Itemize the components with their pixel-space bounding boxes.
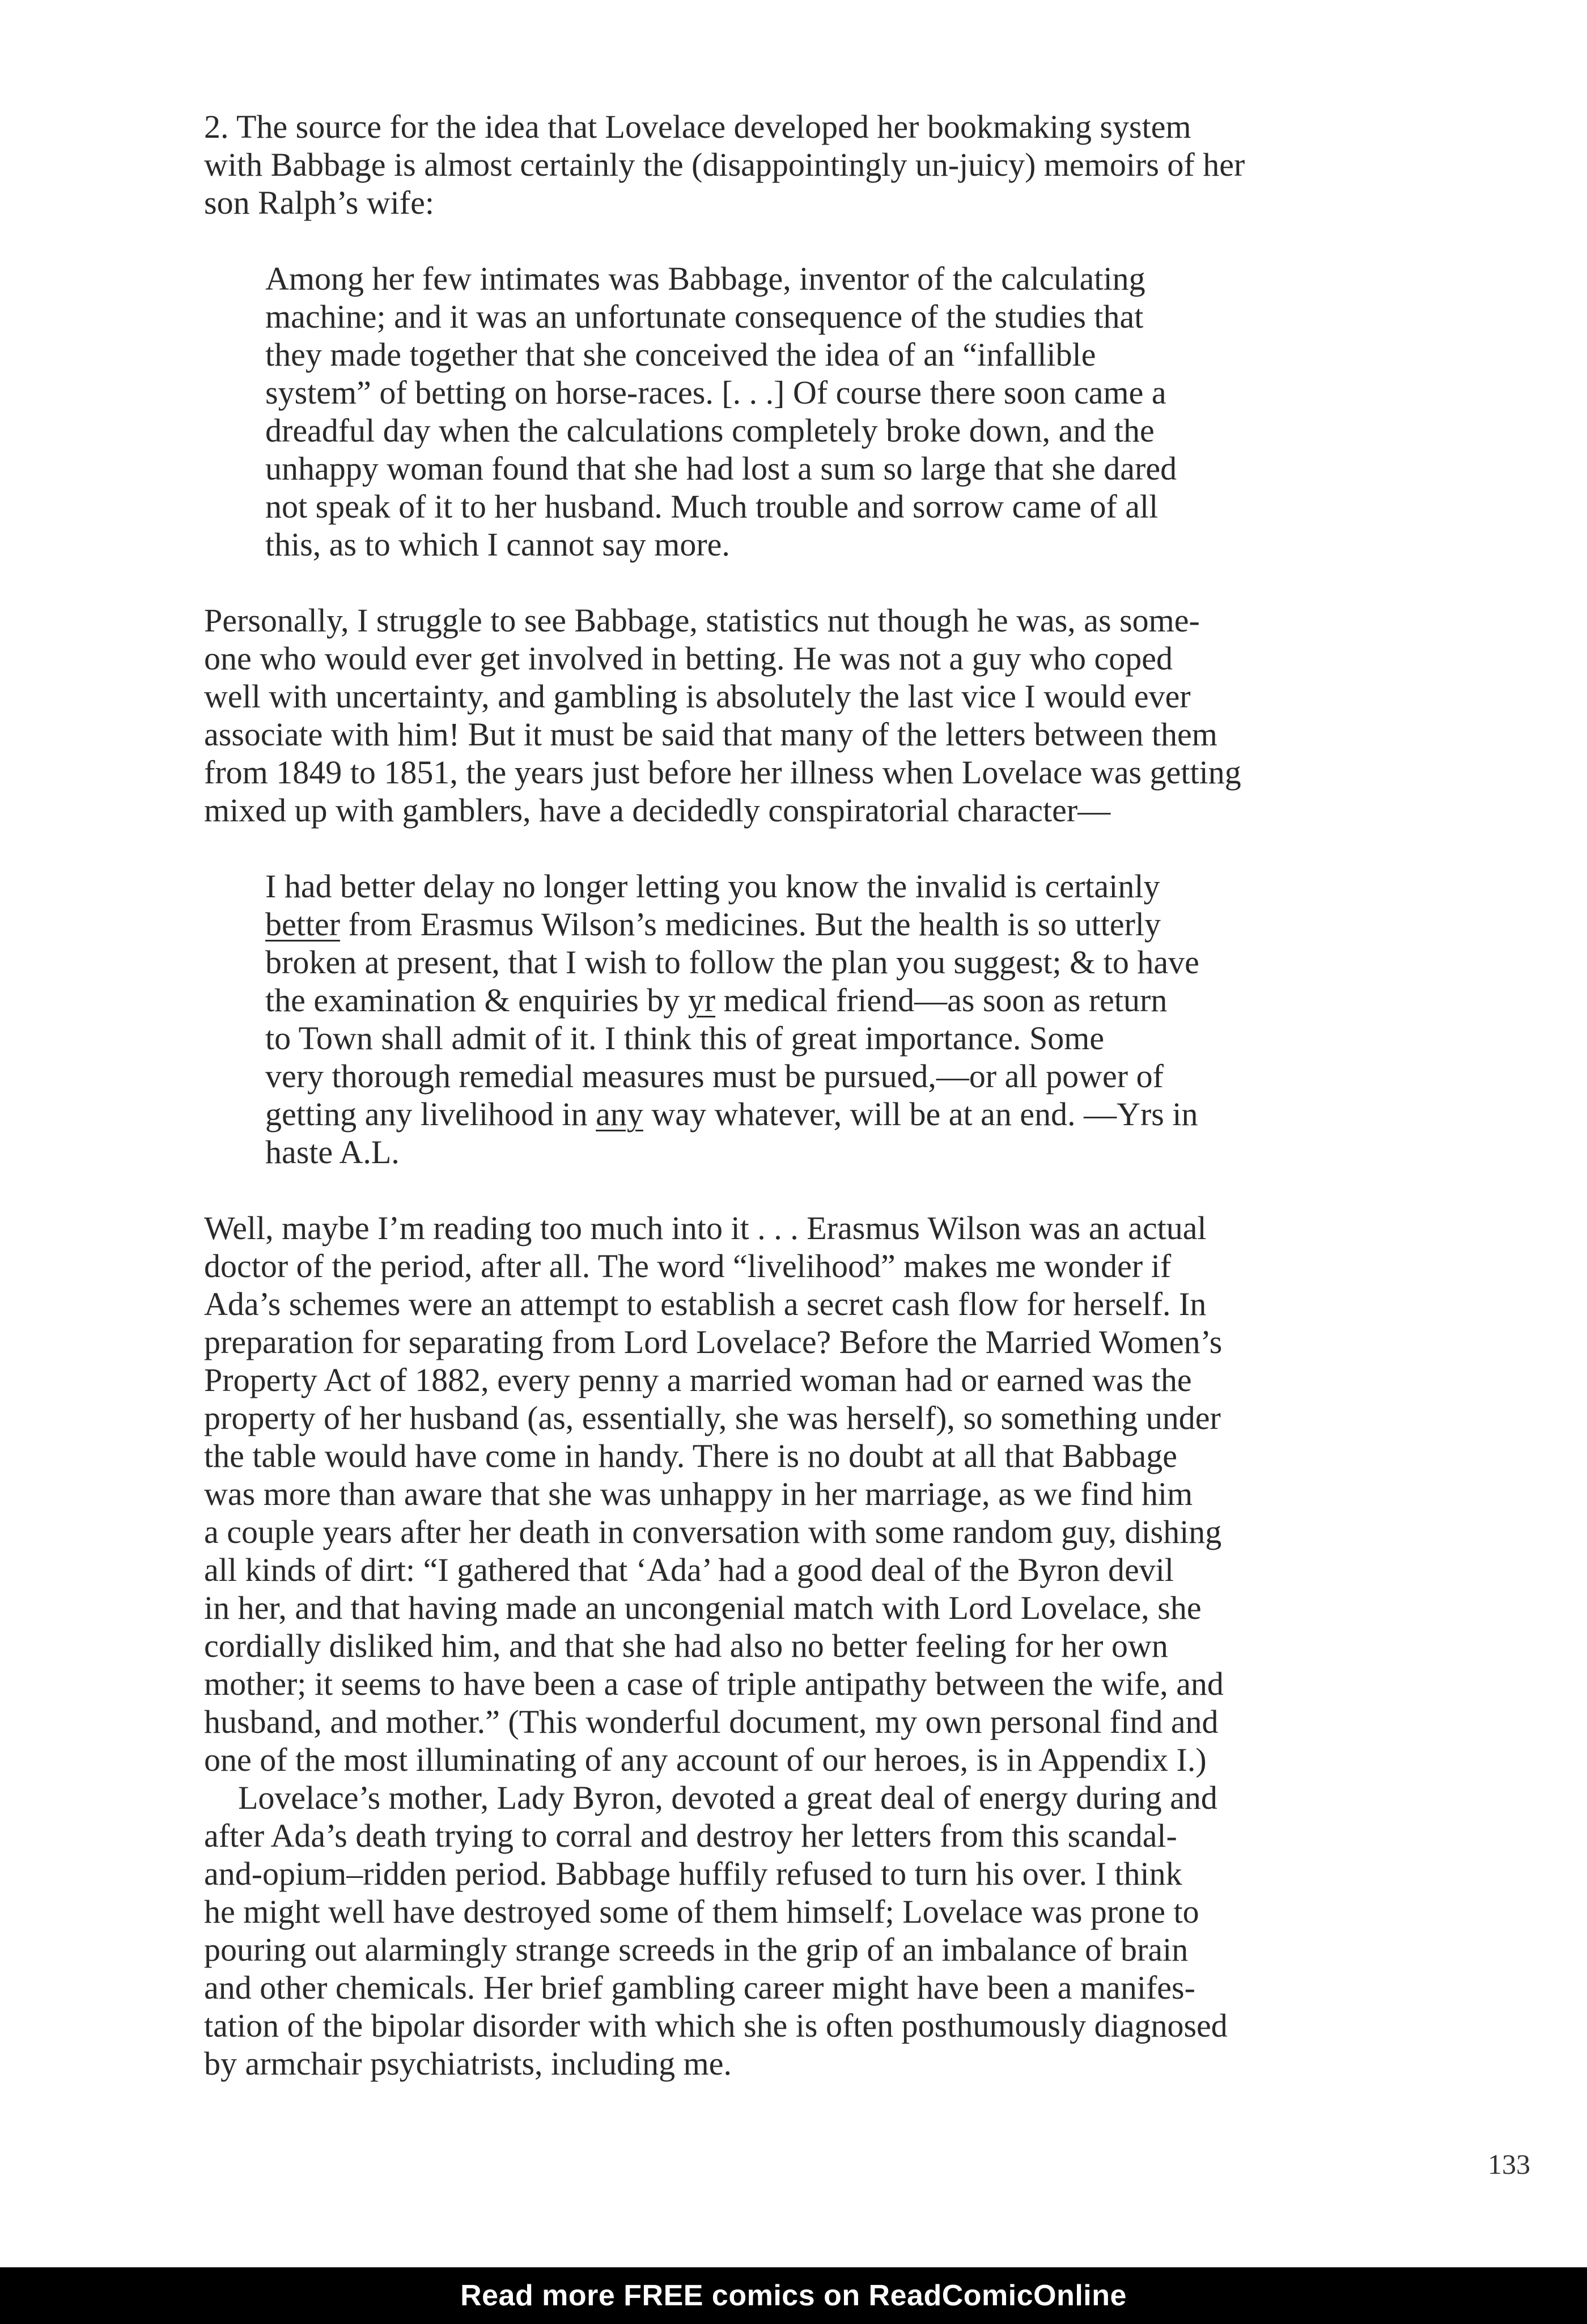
text-line: husband, and mother.” (This wonderful document, my own personal find and	[204, 1703, 1219, 1740]
text-line: he might well have destroyed some of them himself; Lovelace was prone to	[204, 1893, 1199, 1930]
text-line: very thorough remedial measures must be pursued,—or all power of	[265, 1058, 1164, 1095]
text-line: unhappy woman found that she had lost a sum so large that she dared	[265, 450, 1177, 487]
text-line: with Babbage is almost certainly the (disappointingly un-juicy) memoirs of her	[204, 146, 1245, 183]
text-line: by armchair psychiatrists, including me.	[204, 2045, 732, 2082]
text-line	[265, 905, 1348, 943]
body-paragraph-lady-byron	[204, 1779, 1389, 2083]
text-line: haste A.L.	[265, 1134, 400, 1171]
text-line: a couple years after her death in conversation with some random guy, dishing	[204, 1513, 1222, 1550]
text-line: after Ada’s death trying to corral and destroy her letters from this scandal-	[204, 1817, 1177, 1854]
text-line: 2. The source for the idea that Lovelace developed her bookmaking system	[204, 108, 1191, 145]
text-line: Among her few intimates was Babbage, inventor of the calculating	[265, 260, 1145, 297]
text-line: I had better delay no longer letting you know the invalid is certainly	[265, 868, 1160, 905]
text-run: way whatever, will be at an end. —Yrs in	[643, 1096, 1198, 1133]
text-line: pouring out alarmingly strange screeds in the grip of an imbalance of brain	[204, 1931, 1189, 1968]
text-line: Well, maybe I’m reading too much into it . . . Erasmus Wilson was an actual	[204, 1210, 1207, 1246]
text-line: one who would ever get involved in betting. He was not a guy who coped	[204, 640, 1173, 677]
promo-footer-bar[interactable]	[0, 2267, 1587, 2324]
body-paragraph-babbage-betting	[204, 601, 1389, 829]
text-line: property of her husband (as, essentially, she was herself), so something under	[204, 1400, 1221, 1436]
underlined-word: better	[265, 906, 341, 943]
underlined-word: yr	[688, 982, 716, 1019]
letter-quote	[265, 867, 1348, 1171]
text-run: the examination & enquiries by	[265, 982, 688, 1019]
text-line: preparation for separating from Lord Lovelace? Before the Married Women’s	[204, 1324, 1223, 1360]
text-line: they made together that she conceived the idea of an “infallible	[265, 336, 1096, 373]
text-line: to Town shall admit of it. I think this of great importance. Some	[265, 1020, 1105, 1057]
text-line: Property Act of 1882, every penny a married woman had or earned was the	[204, 1362, 1192, 1398]
memoir-quote	[265, 260, 1348, 563]
text-line: associate with him! But it must be said that many of the letters between them	[204, 716, 1217, 753]
text-line: Lovelace’s mother, Lady Byron, devoted a great deal of energy during and	[238, 1779, 1217, 1816]
text-line: broken at present, that I wish to follow the plan you suggest; & to have	[265, 944, 1199, 981]
text-line: doctor of the period, after all. The word “livelihood” makes me wonder if	[204, 1248, 1172, 1284]
text-run: getting any livelihood in	[265, 1096, 596, 1133]
text-line: cordially disliked him, and that she had also no better feeling for her own	[204, 1627, 1168, 1664]
text-line: from 1849 to 1851, the years just before her illness when Lovelace was getting	[204, 754, 1241, 791]
text-line: mother; it seems to have been a case of triple antipathy between the wife, and	[204, 1665, 1224, 1702]
text-line: this, as to which I cannot say more.	[265, 526, 730, 563]
text-line: dreadful day when the calculations completely broke down, and the	[265, 412, 1155, 449]
text-line: and-opium–ridden period. Babbage huffily refused to turn his over. I think	[204, 1855, 1182, 1892]
text-run: from Erasmus Wilson’s medicines. But the health is so utterly	[340, 906, 1161, 943]
text-run: medical friend—as soon as return	[715, 982, 1168, 1019]
body-paragraph-livelihood	[204, 1209, 1389, 1779]
text-line: machine; and it was an unfortunate consequence of the studies that	[265, 298, 1144, 335]
text-line: system” of betting on horse-races. [. . .] Of course there soon came a	[265, 374, 1166, 411]
text-line: the table would have come in handy. There is no doubt at all that Babbage	[204, 1437, 1177, 1474]
text-line: tation of the bipolar disorder with which she is often posthumously diagnosed	[204, 2007, 1228, 2044]
page-text-column	[204, 108, 1389, 2083]
text-line: not speak of it to her husband. Much trouble and sorrow came of all	[265, 488, 1159, 525]
footnote-paragraph	[204, 108, 1389, 222]
page-number: 133	[1488, 2148, 1530, 2180]
text-line: son Ralph’s wife:	[204, 184, 434, 221]
text-line: well with uncertainty, and gambling is absolutely the last vice I would ever	[204, 678, 1191, 715]
text-line: Ada’s schemes were an attempt to establish a secret cash flow for herself. In	[204, 1286, 1207, 1322]
text-line: one of the most illuminating of any account of our heroes, is in Appendix I.)	[204, 1741, 1207, 1778]
promo-footer-link[interactable]: Read more FREE comics on ReadComicOnline	[460, 2279, 1127, 2312]
text-line: mixed up with gamblers, have a decidedly conspiratorial character—	[204, 792, 1111, 829]
text-line	[265, 981, 1348, 1019]
text-line: all kinds of dirt: “I gathered that ‘Ada’ had a good deal of the Byron devil	[204, 1551, 1174, 1588]
text-line: Personally, I struggle to see Babbage, statistics nut though he was, as some-	[204, 602, 1200, 639]
text-line: was more than aware that she was unhappy in her marriage, as we find him	[204, 1475, 1193, 1512]
underlined-word: any	[596, 1096, 643, 1133]
text-line: and other chemicals. Her brief gambling career might have been a manifes-	[204, 1969, 1195, 2006]
text-line	[265, 1095, 1348, 1133]
text-line: in her, and that having made an uncongenial match with Lord Lovelace, she	[204, 1589, 1202, 1626]
